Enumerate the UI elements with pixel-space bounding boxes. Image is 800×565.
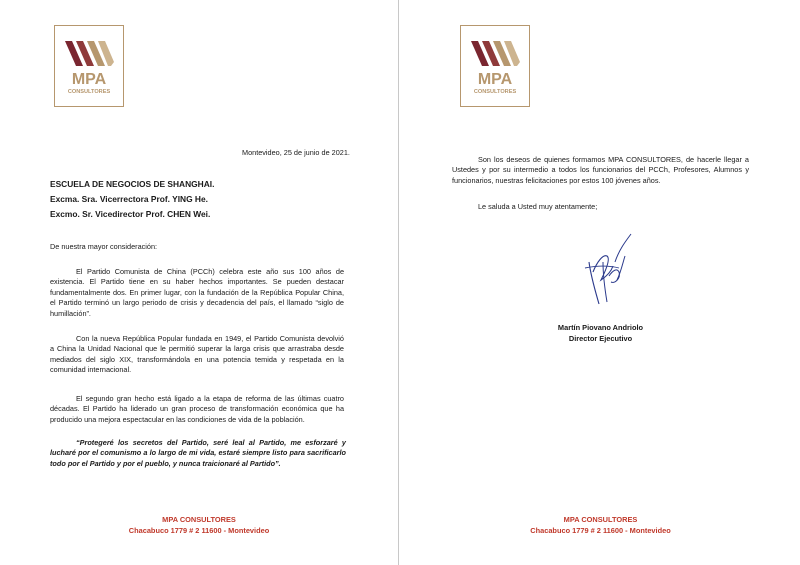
footer-company: MPA CONSULTORES (162, 515, 236, 524)
footer-company: MPA CONSULTORES (563, 515, 638, 524)
mpa-logo-mark (461, 26, 529, 106)
handwritten-signature (581, 232, 641, 312)
footer-address: Chacabuco 1779 # 2 11600 - Montevideo (530, 525, 671, 535)
page-divider (398, 0, 399, 565)
svg-text:MPA: MPA (71, 71, 107, 88)
letter-page-1 (0, 0, 398, 565)
recipient-line: Excmo. Sr. Vicedirector Prof. CHEN Wei. (50, 209, 211, 219)
recipient-line: ESCUELA DE NEGOCIOS DE SHANGHAI. (50, 179, 215, 189)
footer-address: Chacabuco 1779 # 2 11600 - Montevideo (128, 525, 270, 535)
body-paragraph: Con la nueva República Popular fundada en 1949, el Partido Comunista devolvió a China la Unidad Nacional que le permitió superar la larga crisis que arrastraba desde mediados del siglo XIX, transformándola en una potencia temida y respetada en la comunidad internacional. (50, 334, 344, 375)
mpa-logo (54, 25, 124, 107)
body-paragraph: El segundo gran hecho está ligado a la etapa de reforma de las últimas cuatro décadas. El Partido ha liderado un gran proceso de transformación económica que ha producido una mejora espectacular en las condiciones de vida de la población. (50, 394, 344, 424)
svg-text:CONSULTORES: CONSULTORES (67, 89, 111, 95)
svg-text:MPA: MPA (477, 71, 513, 88)
letter-date: Montevideo, 25 de junio de 2021. (242, 148, 350, 157)
closing-line: Le saluda a Usted muy atentamente; (478, 202, 598, 211)
party-oath-quote: “Protegeré los secretos del Partido, seré leal al Partido, me esforzaré y lucharé por el comunismo a lo largo de mi vida, estaré siempre listo para sacrificarlo todo por el Partido y por el pueblo, y nunca traicionaré al Partido”. (50, 438, 346, 468)
page-footer (401, 515, 800, 536)
body-paragraph: Son los deseos de quienes formamos MPA CONSULTORES, de hacerle llegar a Ustedes y por su intermedio a todos los funcionarios del PCCh, Profesores, Alumnos y funcionarios, nuestras felicitaciones por estos 100 jóvenes años. (452, 155, 749, 185)
signer-name: Martín Piovano Andriolo (557, 323, 644, 332)
svg-text:CONSULTORES: CONSULTORES (473, 89, 517, 95)
signer-title: Director Ejecutivo (568, 334, 633, 343)
salutation: De nuestra mayor consideración: (50, 242, 158, 251)
mpa-logo (460, 25, 530, 107)
body-paragraph: El Partido Comunista de China (PCCh) celebra este año sus 100 años de existencia. El Partido tiene en su haber hechos importantes. Se pueden destacar fundamentalmente dos. En primer lugar, con la fundación de la República Popular China, el Partido terminó un largo periodo de crisis y decadencia del país, el llamado “siglo de humillación”. (50, 267, 344, 318)
letter-page-2 (401, 0, 800, 565)
recipient-line: Excma. Sra. Vicerrectora Prof. YING He. (50, 194, 208, 204)
page-footer (0, 515, 398, 536)
mpa-logo-mark (55, 26, 123, 106)
